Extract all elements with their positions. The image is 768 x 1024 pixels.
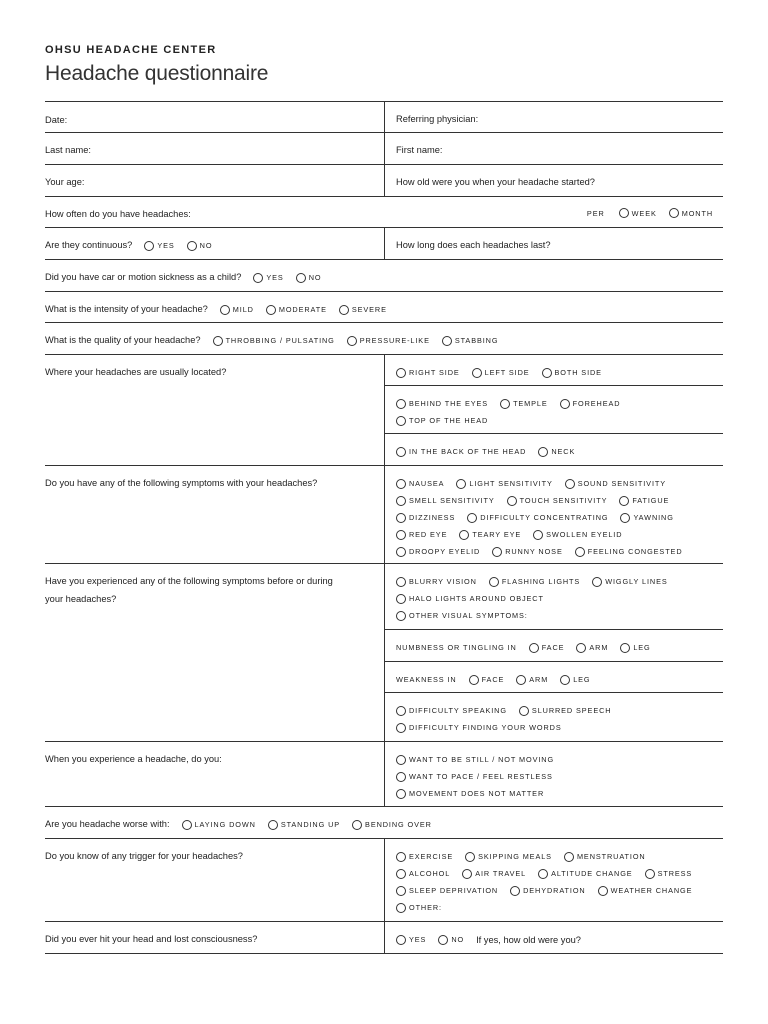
injury-followup[interactable]: If yes, how old were you? — [476, 934, 581, 945]
option-exercise[interactable]: EXERCISE — [396, 852, 453, 862]
radio-icon — [459, 530, 469, 540]
duration-field[interactable]: How long does each headaches last? — [396, 240, 551, 250]
option-smell-sensitivity[interactable]: SMELL SENSITIVITY — [396, 496, 495, 506]
option-difficulty-finding-words[interactable]: DIFFICULTY FINDING YOUR WORDS — [396, 723, 562, 733]
option-numbness-leg[interactable]: LEG — [620, 643, 650, 653]
radio-icon — [462, 869, 472, 879]
option-numbness-arm[interactable]: ARM — [576, 643, 608, 653]
option-altitude-change[interactable]: ALTITUDE CHANGE — [538, 869, 632, 879]
radio-icon — [560, 675, 570, 685]
behavior-question: When you experience a headache, do you: — [45, 754, 222, 764]
radio-icon — [538, 869, 548, 879]
option-droopy-eyelid[interactable]: DROOPY EYELID — [396, 547, 480, 557]
radio-icon — [576, 643, 586, 653]
radio-icon — [619, 208, 629, 218]
radio-icon — [396, 496, 406, 506]
option-skipping-meals[interactable]: SKIPPING MEALS — [465, 852, 552, 862]
row-continuous — [45, 228, 723, 260]
option-slurred-speech[interactable]: SLURRED SPEECH — [519, 706, 612, 716]
option-month[interactable]: MONTH — [669, 208, 713, 218]
radio-icon — [396, 755, 406, 765]
radio-icon — [467, 513, 477, 523]
option-difficulty-speaking[interactable]: DIFFICULTY SPEAKING — [396, 706, 507, 716]
radio-icon — [533, 530, 543, 540]
radio-icon — [339, 305, 349, 315]
worse-question: Are you headache worse with: — [45, 819, 170, 829]
option-blurry-vision[interactable]: BLURRY VISION — [396, 577, 477, 587]
option-stabbing[interactable]: STABBING — [442, 336, 499, 346]
radio-icon — [182, 820, 192, 830]
radio-icon — [592, 577, 602, 587]
option-back-of-head[interactable]: IN THE BACK OF THE HEAD — [396, 447, 526, 457]
radio-icon — [500, 399, 510, 409]
option-weakness-arm[interactable]: ARM — [516, 675, 548, 685]
radio-icon — [472, 368, 482, 378]
trigger-question: Do you know of any trigger for your headaches? — [45, 851, 243, 861]
radio-icon — [396, 886, 406, 896]
option-dehydration[interactable]: DEHYDRATION — [510, 886, 585, 896]
option-teary-eye[interactable]: TEARY EYE — [459, 530, 521, 540]
page-title: Headache questionnaire — [45, 62, 269, 85]
age-field[interactable]: Your age: — [45, 177, 85, 187]
radio-icon — [396, 723, 406, 733]
option-fatigue[interactable]: FATIGUE — [619, 496, 669, 506]
radio-icon — [396, 903, 406, 913]
radio-icon — [645, 869, 655, 879]
option-movement-no-matter[interactable]: MOVEMENT DOES NOT MATTER — [396, 789, 544, 799]
radio-icon — [619, 496, 629, 506]
radio-icon — [220, 305, 230, 315]
radio-icon — [396, 935, 406, 945]
option-weakness-face[interactable]: FACE — [469, 675, 505, 685]
option-nausea[interactable]: NAUSEA — [396, 479, 444, 489]
radio-icon — [456, 479, 466, 489]
option-neck[interactable]: NECK — [538, 447, 575, 457]
option-weather-change[interactable]: WEATHER CHANGE — [598, 886, 693, 896]
per-label: PER — [586, 208, 605, 218]
radio-icon — [492, 547, 502, 557]
radio-icon — [396, 772, 406, 782]
option-flashing-lights[interactable]: FLASHING LIGHTS — [489, 577, 580, 587]
intensity-question: What is the intensity of your headache? — [45, 304, 208, 314]
radio-icon — [620, 643, 630, 653]
row-intensity — [45, 292, 723, 323]
radio-icon — [396, 447, 406, 457]
radio-icon — [266, 305, 276, 315]
radio-icon — [347, 336, 357, 346]
option-pressure[interactable]: PRESSURE-LIKE — [347, 336, 430, 346]
radio-icon — [213, 336, 223, 346]
option-be-still[interactable]: WANT TO BE STILL / NOT MOVING — [396, 755, 554, 765]
option-weakness-leg[interactable]: LEG — [560, 675, 590, 685]
questionnaire-form — [45, 101, 723, 954]
radio-icon — [575, 547, 585, 557]
radio-icon — [469, 675, 479, 685]
option-top-of-head[interactable]: TOP OF THE HEAD — [396, 416, 488, 426]
radio-icon — [529, 643, 539, 653]
numbness-label: NUMBNESS OR TINGLING IN — [396, 643, 517, 653]
option-yes[interactable]: YES — [396, 935, 426, 945]
row-behavior — [45, 742, 723, 807]
radio-icon — [620, 513, 630, 523]
row-motion-sickness — [45, 260, 723, 292]
radio-icon — [396, 547, 406, 557]
radio-icon — [396, 513, 406, 523]
first-name-field[interactable]: First name: — [396, 145, 443, 155]
row-frequency — [45, 197, 723, 228]
radio-icon — [507, 496, 517, 506]
option-air-travel[interactable]: AIR TRAVEL — [462, 869, 526, 879]
aura-question-line2: your headaches? — [45, 593, 117, 604]
option-stress[interactable]: STRESS — [645, 869, 693, 879]
option-laying-down[interactable]: LAYING DOWN — [182, 820, 256, 830]
option-other-visual[interactable]: OTHER VISUAL SYMPTOMS: — [396, 611, 528, 621]
option-numbness-face[interactable]: FACE — [529, 643, 565, 653]
option-dizziness[interactable]: DIZZINESS — [396, 513, 455, 523]
radio-icon — [564, 852, 574, 862]
radio-icon — [396, 869, 406, 879]
row-trigger — [45, 839, 723, 922]
option-no[interactable]: NO — [438, 935, 464, 945]
radio-icon — [253, 273, 263, 283]
row-name — [45, 133, 723, 165]
radio-icon — [396, 594, 406, 604]
option-right-side[interactable]: RIGHT SIDE — [396, 368, 460, 378]
radio-icon — [510, 886, 520, 896]
radio-icon — [352, 820, 362, 830]
radio-icon — [396, 789, 406, 799]
option-moderate[interactable]: MODERATE — [266, 305, 327, 315]
row-symptoms — [45, 466, 723, 564]
radio-icon — [396, 399, 406, 409]
radio-icon — [296, 273, 306, 283]
option-mild[interactable]: MILD — [220, 305, 254, 315]
option-alcohol[interactable]: ALCOHOL — [396, 869, 450, 879]
radio-icon — [669, 208, 679, 218]
option-wiggly-lines[interactable]: WIGGLY LINES — [592, 577, 667, 587]
radio-icon — [565, 479, 575, 489]
row-quality — [45, 323, 723, 355]
referring-physician-field[interactable]: Referring physician: — [396, 114, 479, 124]
radio-icon — [465, 852, 475, 862]
row-age — [45, 165, 723, 197]
age-started-field[interactable]: How old were you when your headache started? — [396, 177, 595, 187]
radio-icon — [519, 706, 529, 716]
option-yes[interactable]: YES — [144, 241, 174, 251]
radio-icon — [598, 886, 608, 896]
option-severe[interactable]: SEVERE — [339, 305, 387, 315]
last-name-field[interactable]: Last name: — [45, 145, 91, 155]
option-behind-eyes[interactable]: BEHIND THE EYES — [396, 399, 488, 409]
radio-icon — [187, 241, 197, 251]
row-head-injury — [45, 922, 723, 954]
option-yawning[interactable]: YAWNING — [620, 513, 673, 523]
radio-icon — [560, 399, 570, 409]
option-pace[interactable]: WANT TO PACE / FEEL RESTLESS — [396, 772, 553, 782]
radio-icon — [489, 577, 499, 587]
option-touch-sensitivity[interactable]: TOUCH SENSITIVITY — [507, 496, 608, 506]
injury-question: Did you ever hit your head and lost consciousness? — [45, 934, 258, 944]
option-other-trigger[interactable]: OTHER: — [396, 903, 442, 913]
radio-icon — [144, 241, 154, 251]
radio-icon — [516, 675, 526, 685]
option-no[interactable]: NO — [187, 241, 213, 251]
weakness-label: WEAKNESS IN — [396, 675, 457, 685]
option-red-eye[interactable]: RED EYE — [396, 530, 447, 540]
option-sleep-deprivation[interactable]: SLEEP DEPRIVATION — [396, 886, 498, 896]
radio-icon — [396, 611, 406, 621]
row-aura — [45, 564, 723, 742]
option-difficulty-concentrating[interactable]: DIFFICULTY CONCENTRATING — [467, 513, 608, 523]
option-forehead[interactable]: FOREHEAD — [560, 399, 621, 409]
option-both-side[interactable]: BOTH SIDE — [542, 368, 602, 378]
continuous-question: Are they continuous? — [45, 240, 133, 250]
radio-icon — [396, 706, 406, 716]
aura-question-line1: Have you experienced any of the following symptoms before or during — [45, 576, 333, 586]
radio-icon — [542, 368, 552, 378]
date-field[interactable]: Date: — [45, 115, 68, 125]
option-standing-up[interactable]: STANDING UP — [268, 820, 340, 830]
center-name: OHSU HEADACHE CENTER — [45, 44, 217, 56]
option-menstruation[interactable]: MENSTRUATION — [564, 852, 646, 862]
radio-icon — [538, 447, 548, 457]
option-bending-over[interactable]: BENDING OVER — [352, 820, 432, 830]
option-halo-lights[interactable]: HALO LIGHTS AROUND OBJECT — [396, 594, 544, 604]
option-light-sensitivity[interactable]: LIGHT SENSITIVITY — [456, 479, 552, 489]
radio-icon — [396, 479, 406, 489]
radio-icon — [438, 935, 448, 945]
motion-question: Did you have car or motion sickness as a child? — [45, 272, 242, 282]
option-sound-sensitivity[interactable]: SOUND SENSITIVITY — [565, 479, 666, 489]
radio-icon — [268, 820, 278, 830]
option-no[interactable]: NO — [296, 273, 322, 283]
radio-icon — [396, 530, 406, 540]
option-runny-nose[interactable]: RUNNY NOSE — [492, 547, 563, 557]
option-yes[interactable]: YES — [253, 273, 283, 283]
option-temple[interactable]: TEMPLE — [500, 399, 548, 409]
option-swollen-eyelid[interactable]: SWOLLEN EYELID — [533, 530, 622, 540]
radio-icon — [442, 336, 452, 346]
row-worse-with — [45, 807, 723, 839]
quality-question: What is the quality of your headache? — [45, 335, 201, 345]
form-header — [45, 44, 268, 86]
location-question: Where your headaches are usually located? — [45, 367, 227, 377]
option-feeling-congested[interactable]: FEELING CONGESTED — [575, 547, 683, 557]
row-date — [45, 101, 723, 133]
radio-icon — [396, 368, 406, 378]
frequency-question[interactable]: How often do you have headaches: — [45, 209, 191, 219]
option-left-side[interactable]: LEFT SIDE — [472, 368, 530, 378]
symptoms-question: Do you have any of the following symptoms with your headaches? — [45, 478, 318, 488]
option-week[interactable]: WEEK — [619, 208, 657, 218]
radio-icon — [396, 577, 406, 587]
radio-icon — [396, 416, 406, 426]
row-location — [45, 355, 723, 466]
radio-icon — [396, 852, 406, 862]
option-throbbing[interactable]: THROBBING / PULSATING — [213, 336, 335, 346]
